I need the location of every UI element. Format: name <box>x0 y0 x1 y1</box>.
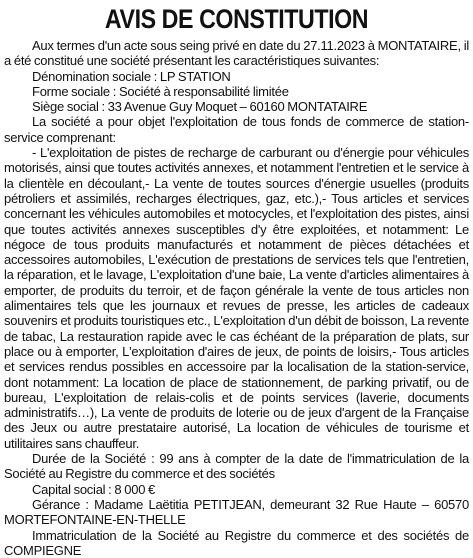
notice-title: AVIS DE CONSTITUTION <box>37 4 437 34</box>
management-paragraph: Gérance : Madame Laëtitia PETITJEAN, demeurant 32 Rue Haute – 60570 MORTEFONTAINE-EN-THELLE <box>4 497 469 528</box>
purpose-details-paragraph: - L'exploitation de pistes de recharge de carburant ou d'énergie pour véhicules motorisés, ainsi que toutes activités annexes, et notamment l'entretien et le service à la clientèle en découlant,- La vente de toutes sources d'énergie usuelles (produits pétroliers et assimilés, recharges électriques, gaz, etc.),- Tous articles et services concernant les véhicules automobiles et motocycles, et l'exploitation des pistes, ainsi que toutes activités annexes susceptibles d'y être exploitées, et notamment: Le négoce de tous produits manufacturés et notamment de pièces détachées et accessoires automobiles, L'exécution de prestations de services tels que l'entretien, la réparation, et le lavage, L'exploitation d'une baie, La vente d'articles alimentaires à emporter, de produits du terroir, et de façon générale la vente de tous articles non alimentaires tels que les journaux et revues de presse, les articles de cadeaux souvenirs et produits touristiques etc., L'exploitation d'un débit de boisson, La revente de tabac, La restauration rapide avec le cas échéant de la préparation de plats, sur place ou à emporter, L'exploitation d'aires de jeux, de points de loisirs,- Tous articles et services rendus possibles en accessoire par la localisation de la station-service, dont notamment: La location de place de stationnement, de parking privatif, ou de bureau, L'exploitation de relais-colis et de points services (laverie, documents administratifs…), La vente de produits de loterie ou de jeux d'argent de la Française des Jeux ou autre prestataire autorisé, La location de véhicules de tourisme et utilitaires sans chauffeur. <box>4 145 469 451</box>
intro-paragraph: Aux termes d'un acte sous seing privé en date du 27.11.2023 à MONTATAIRE, il a été constitué une société présentant les caractéristiques suivantes: <box>4 38 469 69</box>
head-office-line: Siège social : 33 Avenue Guy Moquet – 60160 MONTATAIRE <box>4 99 469 114</box>
legal-form-line: Forme sociale : Société à responsabilité limitée <box>4 84 469 99</box>
purpose-intro-paragraph: La société a pour objet l'exploitation de tous fonds de commerce de station-service comprenant: <box>4 114 469 145</box>
capital-line: Capital social : 8 000 € <box>4 482 469 497</box>
duration-paragraph: Durée de la Société : 99 ans à compter de la date de l'immatriculation de la Société au Registre du commerce et des sociétés <box>4 451 469 482</box>
company-name-line: Dénomination sociale : LP STATION <box>4 69 469 84</box>
registration-paragraph: Immatriculation de la Société au Registre du commerce et des sociétés de COMPIEGNE <box>4 528 469 558</box>
